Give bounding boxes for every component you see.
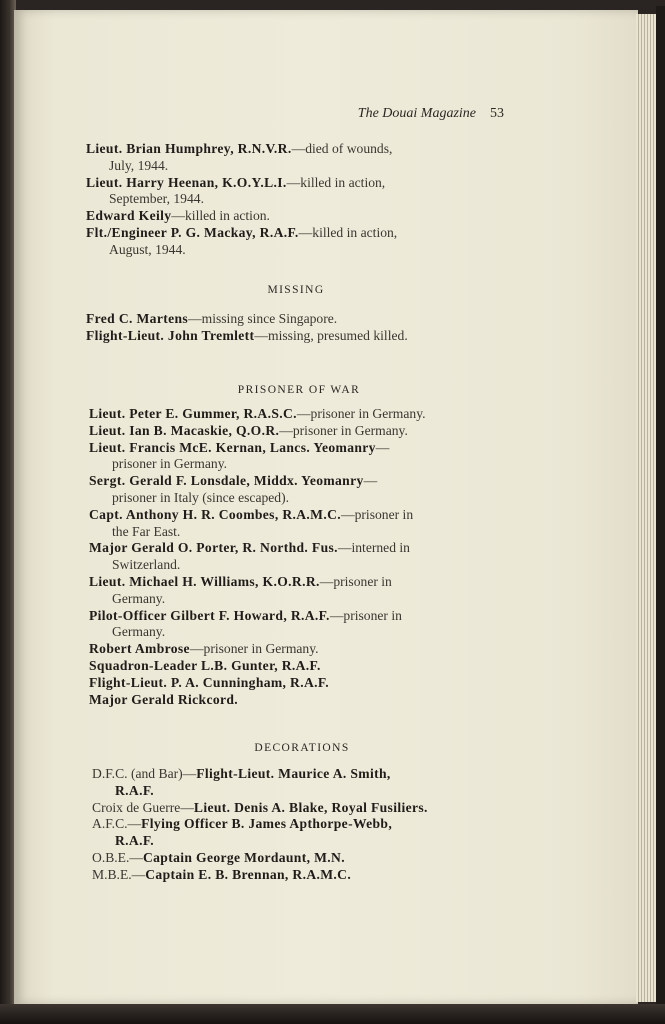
- decorations-list: [92, 766, 512, 884]
- list-item: Lieut. Michael H. Williams, K.O.R.R.—prisoner in Germany.: [89, 573, 392, 606]
- list-item: Capt. Anthony H. R. Coombes, R.A.M.C.—prisoner in the Far East.: [89, 506, 414, 539]
- missing-list: [86, 311, 506, 345]
- book-cover-bottom: [0, 1004, 665, 1024]
- list-item: Lieut. Francis McE. Kernan, Lancs. Yeomanry— prisoner in Germany.: [89, 439, 390, 472]
- running-header: [358, 106, 504, 122]
- page-edges: [636, 14, 658, 1002]
- list-item: Major Gerald O. Porter, R. Northd. Fus.—interned in Switzerland.: [89, 540, 410, 573]
- list-item: Flight-Lieut. P. A. Cunningham, R.A.F.: [89, 674, 330, 690]
- list-item: Croix de Guerre—Lieut. Denis A. Blake, Royal Fusiliers.: [92, 799, 428, 815]
- list-item: Lieut. Peter E. Gummer, R.A.S.C.—prisoner in Germany.: [89, 406, 426, 421]
- list-item: Edward Keily—killed in action.: [86, 208, 270, 224]
- list-item: Lieut. Harry Heenan, K.O.Y.L.I.—killed in action, September, 1944.: [86, 174, 386, 207]
- list-item: Flight-Lieut. John Tremlett—missing, presumed killed.: [86, 327, 408, 343]
- section-heading-missing: MISSING: [267, 284, 325, 296]
- list-item: A.F.C.—Flying Officer B. James Apthorpe-Webb, R.A.F.: [92, 816, 393, 849]
- list-item: Sergt. Gerald F. Lonsdale, Middx. Yeomanry— prisoner in Italy (since escaped).: [89, 473, 378, 505]
- section-heading-pow: PRISONER OF WAR: [237, 384, 361, 396]
- list-item: Pilot-Officer Gilbert F. Howard, R.A.F.—prisoner in Germany.: [89, 607, 402, 640]
- magazine-title: The Douai Magazine: [357, 106, 476, 121]
- list-item: Lieut. Brian Humphrey, R.N.V.R.—died of wounds, July, 1944.: [86, 141, 393, 173]
- pow-list: [89, 406, 509, 708]
- list-item: Robert Ambrose—prisoner in Germany.: [89, 641, 319, 657]
- section-heading-decorations: DECORATIONS: [254, 742, 350, 754]
- list-item: M.B.E.—Captain E. B. Brennan, R.A.M.C.: [92, 866, 352, 882]
- list-item: Lieut. Ian B. Macaskie, Q.O.R.—prisoner in Germany.: [89, 422, 408, 438]
- list-item: D.F.C. (and Bar)—Flight-Lieut. Maurice A. Smith, R.A.F.: [92, 766, 391, 798]
- list-item: Fred C. Martens—missing since Singapore.: [86, 311, 338, 326]
- list-item: Major Gerald Rickcord.: [89, 691, 239, 707]
- killed-list: [86, 141, 506, 259]
- book-cover-right: [656, 6, 665, 1018]
- page-number: 53: [490, 106, 504, 121]
- list-item: O.B.E.—Captain George Mordaunt, M.N.: [92, 849, 345, 865]
- list-item: Flt./Engineer P. G. Mackay, R.A.F.—killed in action, August, 1944.: [86, 224, 398, 257]
- list-item: Squadron-Leader L.B. Gunter, R.A.F.: [89, 657, 321, 673]
